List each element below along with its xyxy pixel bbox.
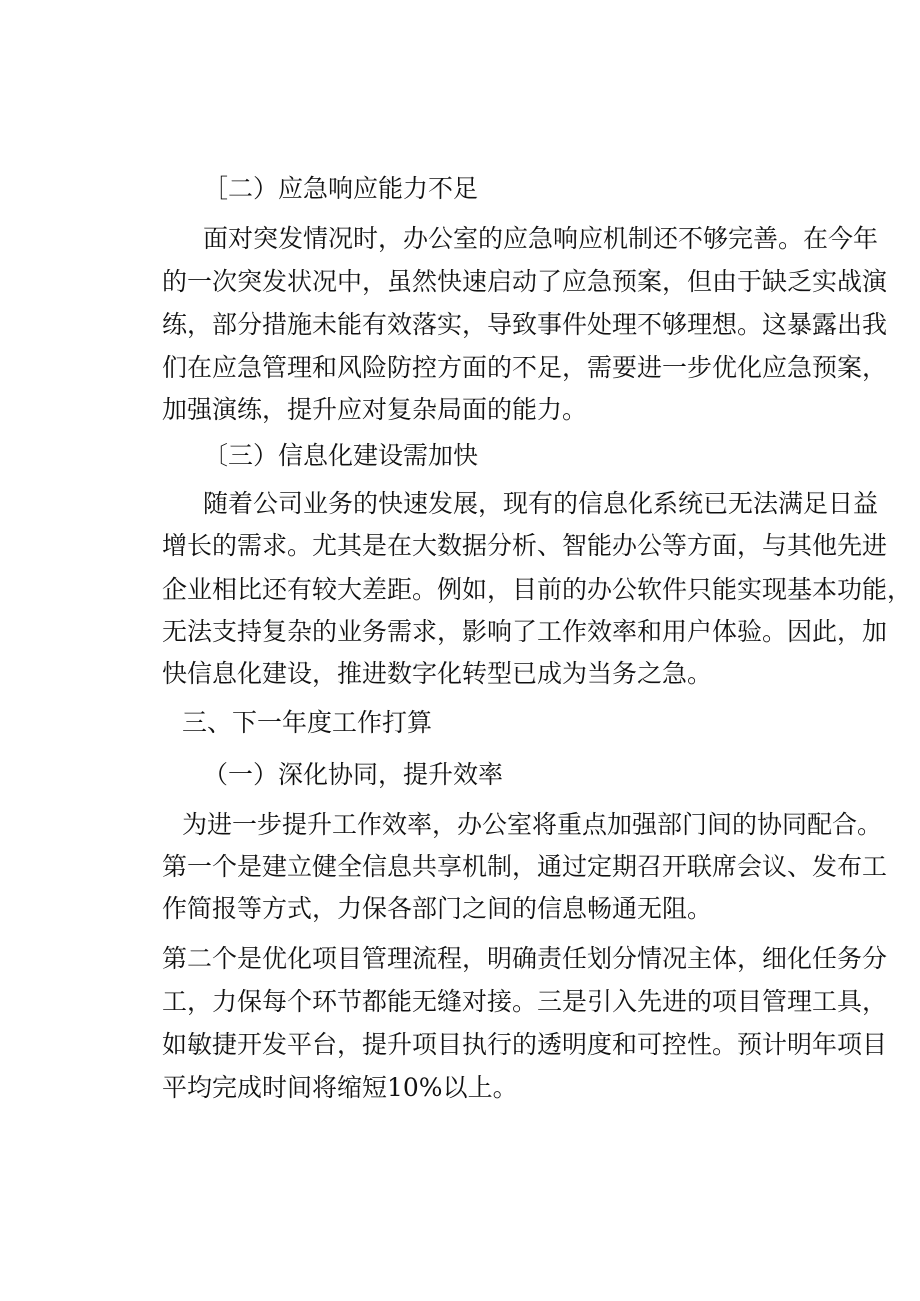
paragraph-line: 工，力保每个环节都能无缝对接。三是引入先进的项目管理工具，	[162, 987, 888, 1016]
paragraph-line: 企业相比还有较大差距。例如，目前的办公软件只能实现基本功能，	[162, 575, 913, 604]
paragraph-line: 为进一步提升工作效率，办公室将重点加强部门间的协同配合。	[182, 810, 883, 839]
paragraph-line: 快信息化建设，推进数字化转型已成为当务之急。	[162, 659, 713, 688]
paragraph-line: 面对突发情况时，办公室的应急响应机制还不够完善。在今年	[203, 224, 879, 253]
paragraph-line: 的一次突发状况中，虽然快速启动了应急预案，但由于缺乏实战演	[162, 267, 888, 296]
paragraph-line: 平均完成时间将缩短10%以上。	[162, 1073, 518, 1102]
paragraph-line: 如敏捷开发平台，提升项目执行的透明度和可控性。预计明年项目	[162, 1030, 888, 1059]
paragraph-line: 作简报等方式，力保各部门之间的信息畅通无阻。	[162, 894, 713, 923]
paragraph-line: 增长的需求。尤其是在大数据分析、智能办公等方面，与其他先进	[162, 531, 888, 560]
paragraph-line: 们在应急管理和风险防控方面的不足，需要进一步优化应急预案，	[162, 353, 888, 382]
paragraph-line: 加强演练，提升应对复杂局面的能力。	[162, 395, 588, 424]
heading-emergency-response: ［二）应急响应能力不足	[203, 174, 479, 203]
heading-deepen-collaboration: （一）深化协同，提升效率	[203, 760, 504, 789]
paragraph-line: 练，部分措施未能有效落实，导致事件处理不够理想。这暴露出我	[162, 310, 888, 339]
paragraph-line: 第一个是建立健全信息共享机制，通过定期召开联席会议、发布工	[162, 852, 888, 881]
paragraph-line: 随着公司业务的快速发展，现有的信息化系统已无法满足日益	[203, 489, 879, 518]
paragraph-line: 第二个是优化项目管理流程，明确责任划分情况主体，细化任务分	[162, 944, 888, 973]
section-heading-next-year: 三、下一年度工作打算	[182, 708, 433, 737]
paragraph-line: 无法支持复杂的业务需求，影响了工作效率和用户体验。因此，加	[162, 617, 888, 646]
heading-informatization: 〔三）信息化建设需加快	[203, 441, 479, 470]
